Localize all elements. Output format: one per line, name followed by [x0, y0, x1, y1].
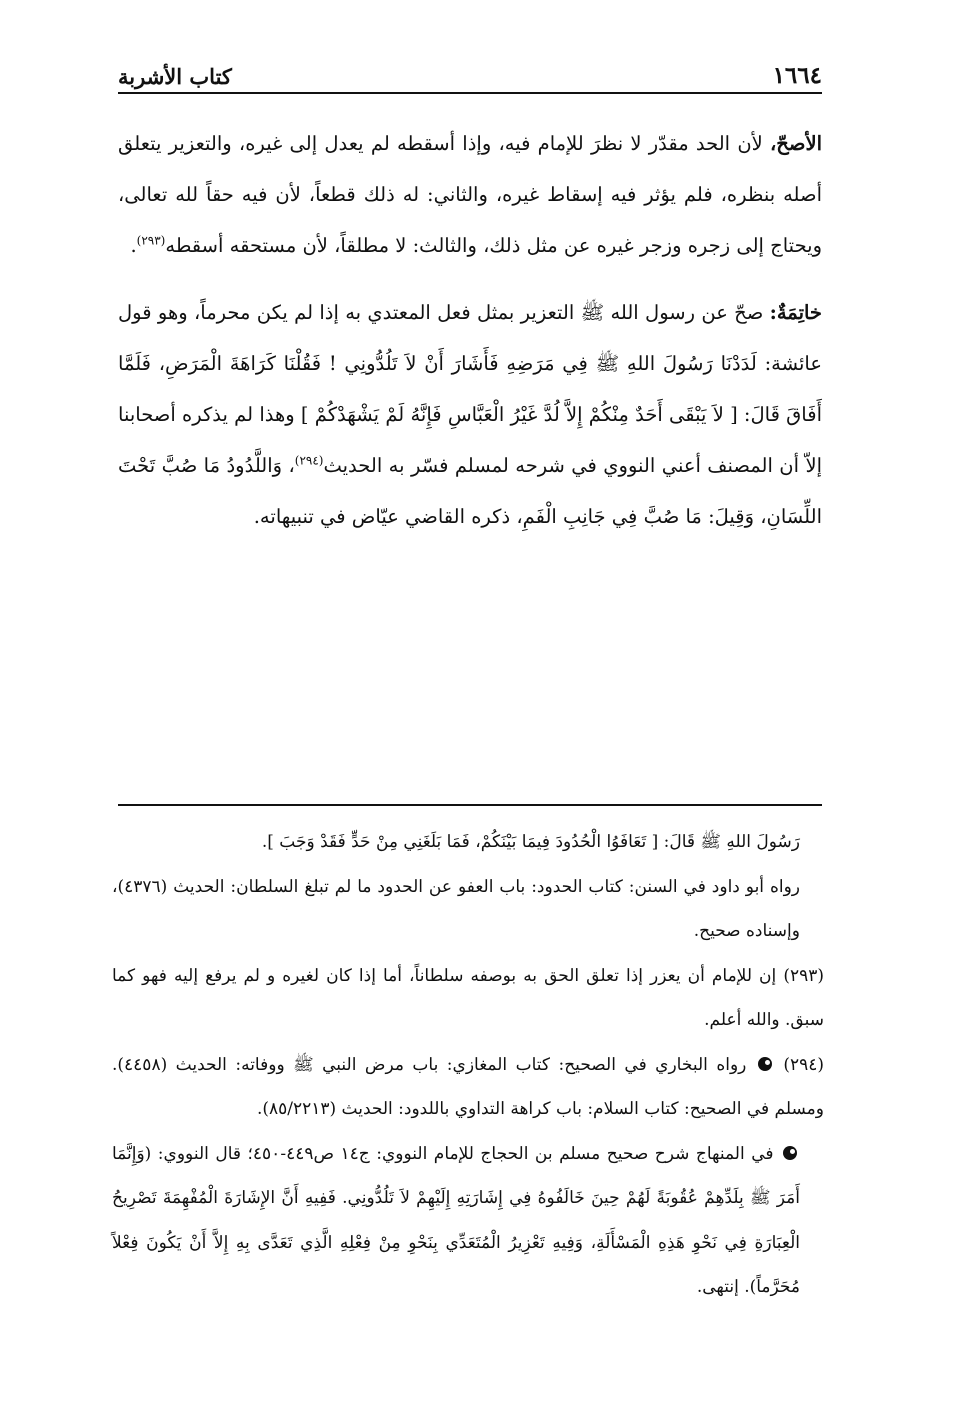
- footnote-text: قال النووي: (وَإِنَّمَا أَمَرَ ﷺ بِلَدِّهِمْ عُقُوبَةً لَهُمْ حِينَ خَالَفُوهُ فِي إِشَارَتِهِ إِلَيْهِمْ لاَ تَلُدُّونِي. فَفِيهِ أَنَّ الإِشَارَةَ الْمُفْهِمَةَ تَصْرِيحُ الْعِبَارَةِ فِي نَحْوِ هَذِهِ الْمَسْأَلَةِ، وَفِيهِ تَعْزِيرُ الْمُتَعَدِّي بِنَحْوِ مِنْ فِعْلِهِ الَّذِي تَعَدَّى بِهِ إِلاَّ أَنْ يَكُونَ فِعْلاً مُحَرَّماً). إنتهى.: [112, 1143, 800, 1297]
- footnotes: [112, 820, 824, 1310]
- footnote-ref: (٢٩٤): [294, 453, 324, 468]
- paragraph-text: صحّ عن رسول الله ﷺ التعزير بمثل فعل المعتدي به إذا لم يكن محرماً، وهو قول عائشة: لَدَدْنَا رَسُولَ اللهِ ﷺ فِي مَرَضِهِ فَأَشَارَ أَنْ لاَ تَلُدُّونِي ! فَقُلْنَا كَرَاهَةَ الْمَرَضِ، فَلَمَّا أَفَاقَ قَالَ: [ لاَ يَبْقَى أَحَدٌ مِنْكُمْ إِلاَّ لُدَّ غَيْرُ الْعَبَّاسِ فَإِنَّهُ لَمْ يَشْهَدْكُمْ ] وهذا لم يذكره أصحابنا إلاّ أن المصنف أعني النووي في شرحه لمسلم فسّر به الحديث: [118, 301, 822, 477]
- paragraph: [118, 118, 822, 271]
- footnote-ref: (٢٩٣): [136, 233, 166, 248]
- paragraph-tail: .: [130, 234, 137, 257]
- footnote-number: (٢٩٤): [783, 1054, 824, 1075]
- book-title: كتاب الأشربة: [118, 64, 232, 89]
- footnote-text: إن للإمام أن يعزر إذا تعلق الحق به بوصفه سلطاناً، أما إذا كان لغيره و لم يرفع إليه فهو كما سبق. والله أعلم.: [112, 965, 824, 1030]
- footnote-text: رواه البخاري في الصحيح: كتاب المغازي: باب مرض النبي ﷺ ووفاته: الحديث (٤٤٥٨). ومسلم في الصحيح: كتاب السلام: باب كراهة التداوي باللدود: الحديث (٨٥/٢٢١٣).: [112, 1054, 824, 1119]
- footnote-294: [112, 1043, 824, 1132]
- footnote-source: رواه أبو داود في السنن: كتاب الحدود: باب العفو عن الحدود ما لم تبلغ السلطان: الحديث (٤٣٧٦)، وإسناده صحيح.: [112, 876, 800, 941]
- footnote-293: [112, 954, 824, 1043]
- paragraph-tail: ، وَاللَّدُودُ مَا صُبَّ تَحْتَ اللِّسَانِ، وَقِيلَ: مَا صُبَّ فِي جَانِبِ الْفَمِ، ذكره القاضي عيّاض في تنبيهاته.: [118, 454, 822, 528]
- footnote-text: في المنهاج شرح صحيح مسلم بن الحجاج للإمام النووي: ج١٤ ص٤٤٩-٤٥٠؛: [247, 1143, 774, 1164]
- footnote-hadith-quote: رَسُولَ اللهِ ﷺ قَالَ: [ تَعَافَوُا الْحُدُودَ فِيمَا بَيْنَكُمْ، فَمَا بَلَغَنِي مِنْ حَدٍّ فَقَدْ وَجَبَ ].: [261, 832, 800, 852]
- page-number: ١٦٦٤: [772, 62, 822, 89]
- paragraph-lead: الأصحّ،: [770, 132, 822, 155]
- paragraph-text: لأن الحد مقدّر لا نظرَ للإمام فيه، وإذا أسقطه لم يعدل إلى غيره، والتعزير يتعلق أصله بنظره، فلم يؤثر فيه إسقاط غيره، والثاني: له ذلك قطعاً، لأن فيه حقاً لله تعالى، ويحتاج إلى زجره وزجر غيره عن مثل ذلك، والثالث: لا مطلقاً، لأن مستحقه أسقطه: [118, 132, 822, 257]
- filled-circle-icon: [783, 1146, 797, 1160]
- footnote-divider: [118, 804, 822, 806]
- filled-circle-icon: [758, 1057, 772, 1071]
- running-header: [118, 52, 822, 94]
- paragraph: [118, 287, 822, 542]
- paragraph-lead: خاتِمَةٌ:: [769, 301, 822, 324]
- footnote-number: (٢٩٣): [783, 965, 824, 986]
- footnote-minhaj: [112, 1132, 824, 1310]
- main-text: [118, 118, 822, 542]
